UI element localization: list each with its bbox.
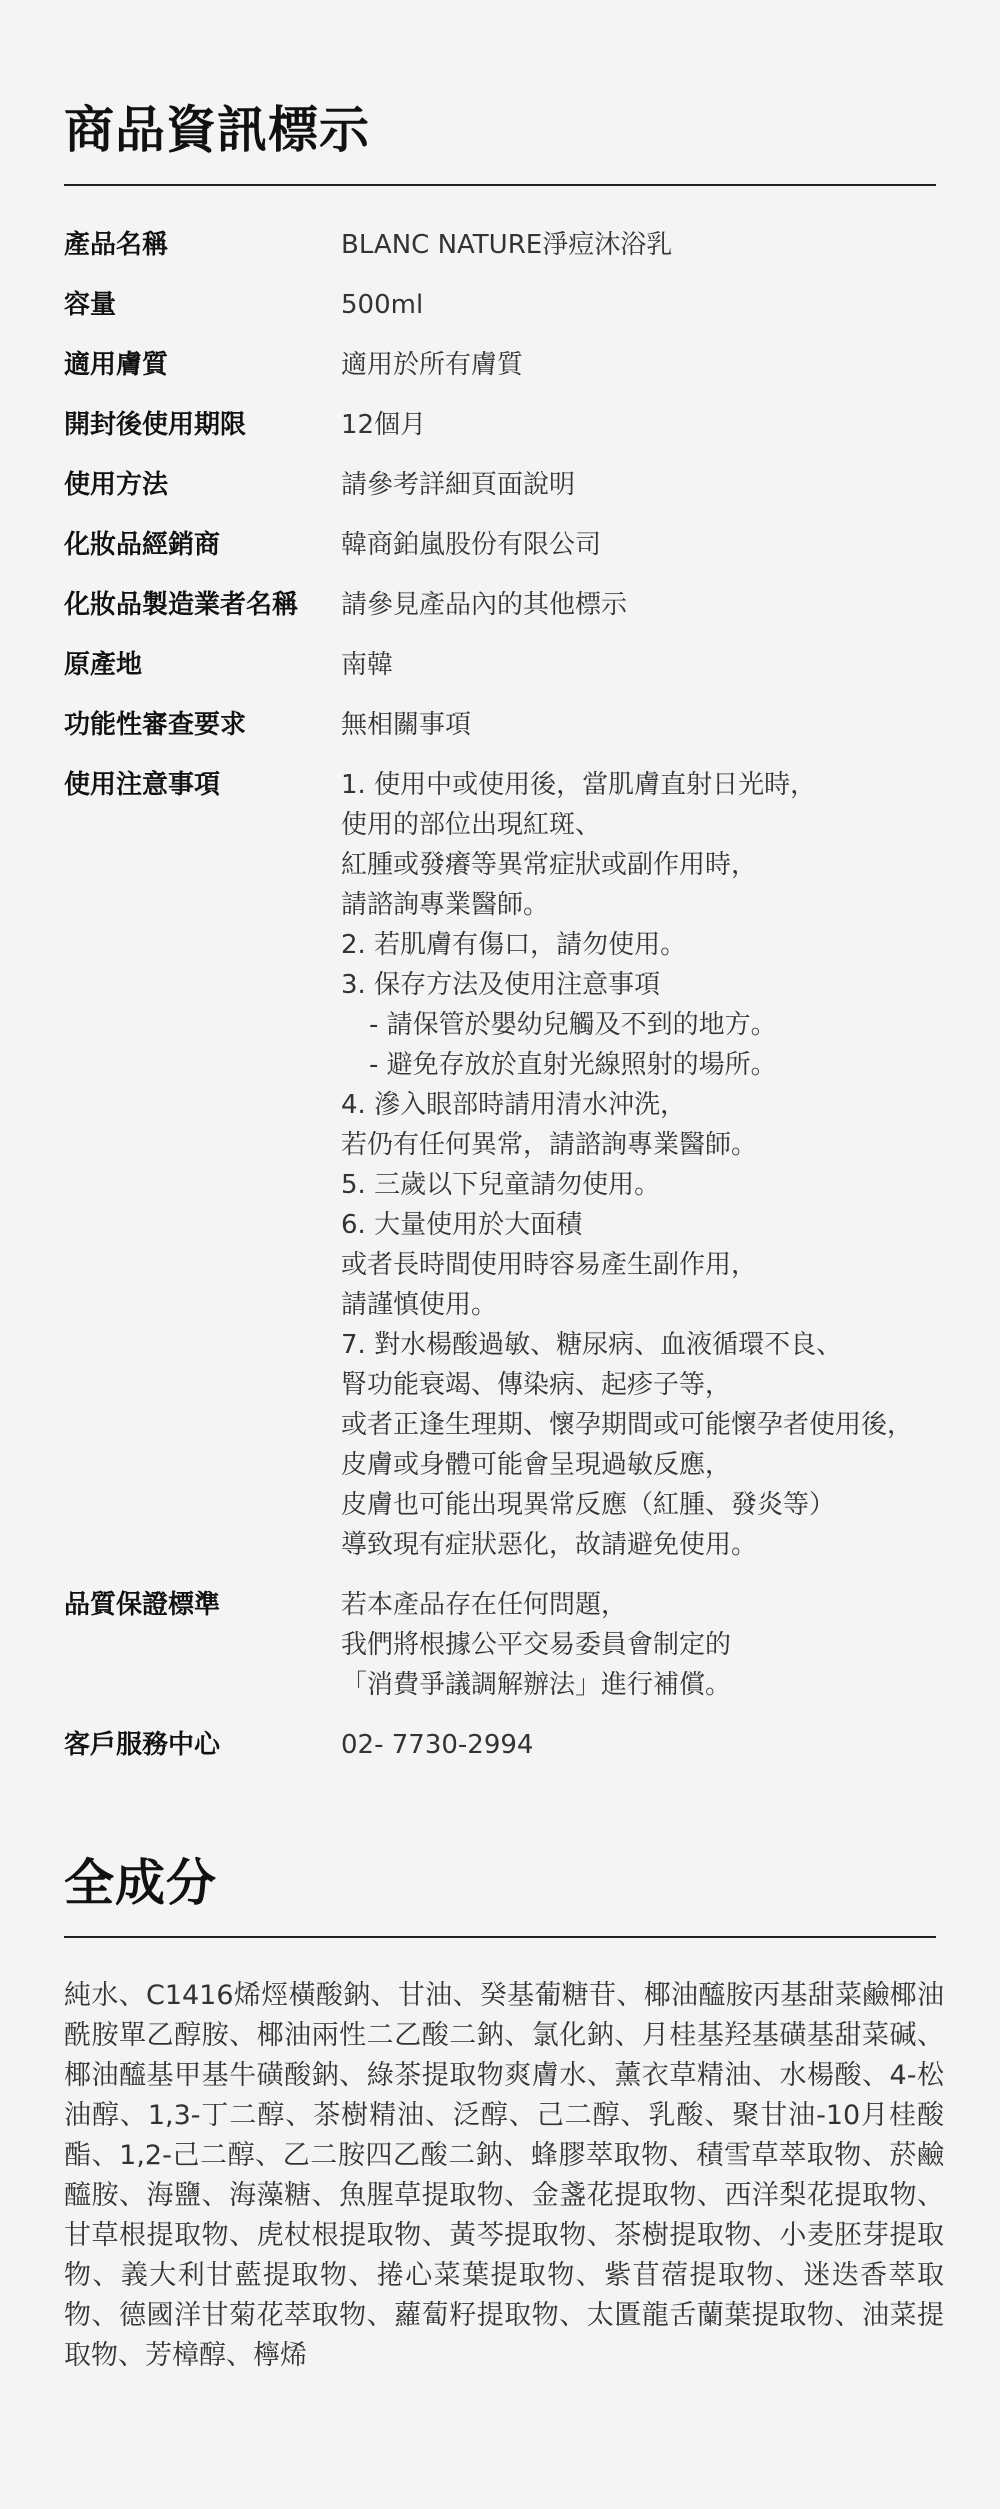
info-row-value-line: 請諮詢專業醫師。 bbox=[341, 890, 550, 920]
info-row bbox=[64, 525, 944, 565]
info-row-label: 品質保證標準 bbox=[64, 1590, 221, 1620]
info-row-value-line: 02- 7730-2994 bbox=[341, 1730, 534, 1760]
info-row-value-line: 韓商鉑嵐股份有限公司 bbox=[341, 530, 602, 560]
info-row-value-line: 無相關事項 bbox=[341, 710, 472, 740]
info-row-value bbox=[341, 225, 944, 265]
info-row-value-line: 紅腫或發癢等異常症狀或副作用時， bbox=[341, 850, 758, 880]
info-row-value bbox=[341, 345, 944, 385]
info-row bbox=[64, 645, 944, 685]
info-row-value-line: 2. 若肌膚有傷口，請勿使用。 bbox=[341, 930, 687, 960]
info-row-value bbox=[341, 1585, 944, 1705]
info-row bbox=[64, 465, 944, 505]
info-row bbox=[64, 285, 944, 325]
ingredients-divider bbox=[64, 1936, 936, 1938]
info-row-value-line: 請謹慎使用。 bbox=[341, 1290, 498, 1320]
info-row-value-line: 3. 保存方法及使用注意事項 bbox=[341, 970, 661, 1000]
title-divider bbox=[64, 184, 936, 186]
info-row-value-line: 皮膚也可能出現異常反應（紅腫、發炎等） bbox=[341, 1490, 836, 1520]
info-row-value-line: 4. 滲入眼部時請用清水沖洗， bbox=[341, 1090, 687, 1120]
info-row-value bbox=[341, 645, 944, 685]
info-row-value-line: 7. 對水楊酸過敏、糖尿病、血液循環不良、 bbox=[341, 1330, 843, 1360]
info-row-value-line: - 請保管於嬰幼兒觸及不到的地方。 bbox=[369, 1010, 777, 1040]
info-row bbox=[64, 225, 944, 265]
info-row-value-line: 「消費爭議調解辦法」進行補償。 bbox=[341, 1670, 732, 1700]
info-row bbox=[64, 585, 944, 625]
info-row-value-line: 請參考詳細頁面說明 bbox=[341, 470, 576, 500]
info-row-value-line: BLANC NATURE淨痘沐浴乳 bbox=[341, 230, 673, 260]
info-row bbox=[64, 405, 944, 445]
info-row-value-line: 我們將根據公平交易委員會制定的 bbox=[341, 1630, 732, 1660]
info-row-value-line: 或者正逢生理期、懷孕期間或可能懷孕者使用後， bbox=[341, 1410, 914, 1440]
ingredients-title: 全成分 bbox=[64, 1854, 217, 1912]
info-row-value-line: 或者長時間使用時容易產生副作用， bbox=[341, 1250, 758, 1280]
info-row-value bbox=[341, 285, 944, 325]
info-row-value-line: 請參見產品內的其他標示 bbox=[341, 590, 628, 620]
info-row-label: 原產地 bbox=[64, 650, 143, 680]
info-row-value-line: 若仍有任何異常，請諮詢專業醫師。 bbox=[341, 1130, 758, 1160]
product-info-table bbox=[64, 225, 944, 1765]
info-row-value-line: 500ml bbox=[341, 290, 424, 320]
info-row-label: 容量 bbox=[64, 290, 117, 320]
info-row-value-line: 5. 三歲以下兒童請勿使用。 bbox=[341, 1170, 661, 1200]
info-row-value bbox=[341, 405, 944, 445]
ingredients-text: 純水、C1416烯烴橫酸鈉、甘油、癸基葡糖苷、椰油醯胺丙基甜菜鹼椰油酰胺單乙醇胺、椰油兩性二乙酸二鈉、氯化鈉、月桂基羟基磺基甜菜碱、椰油醯基甲基牛磺酸鈉、綠茶提取物爽膚水、薰衣草精油、水楊酸、4-松油醇、1,3-丁二醇、茶樹精油、泛醇、己二醇、乳酸、聚甘油-10月桂酸酯、1,2-己二醇、乙二胺四乙酸二鈉、蜂膠萃取物、積雪草萃取物、菸鹼醯胺、海鹽、海藻糖、魚腥草提取物、金盞花提取物、西洋梨花提取物、甘草根提取物、虎杖根提取物、黃芩提取物、茶樹提取物、小麦胚芽提取物、義大利甘藍提取物、捲心菜葉提取物、紫苜蓿提取物、迷迭香萃取物、德國洋甘菊花萃取物、蘿蔔籽提取物、太匱龍舌蘭葉提取物、油菜提取物、芳樟醇、檸烯 bbox=[64, 1980, 944, 2371]
info-row-label: 功能性審查要求 bbox=[64, 710, 247, 740]
info-row-value-line: 導致現有症狀惡化，故請避免使用。 bbox=[341, 1530, 758, 1560]
info-row bbox=[64, 1725, 944, 1765]
info-row-label: 使用方法 bbox=[64, 470, 169, 500]
info-row-label: 開封後使用期限 bbox=[64, 410, 247, 440]
info-row-label: 使用注意事項 bbox=[64, 770, 221, 800]
info-row bbox=[64, 705, 944, 745]
info-row-value bbox=[341, 1725, 944, 1765]
info-row-label: 化妝品製造業者名稱 bbox=[64, 590, 299, 620]
info-row-value-line: 南韓 bbox=[341, 650, 394, 680]
info-row bbox=[64, 1585, 944, 1705]
info-row-value-line: 若本產品存在任何問題， bbox=[341, 1590, 628, 1620]
info-row-label: 產品名稱 bbox=[64, 230, 169, 260]
info-row-value-line: 12個月 bbox=[341, 410, 427, 440]
info-row-label: 化妝品經銷商 bbox=[64, 530, 221, 560]
info-row-value bbox=[341, 705, 944, 745]
info-row bbox=[64, 345, 944, 385]
info-row-value bbox=[341, 765, 944, 1565]
product-info-title: 商品資訊標示 bbox=[64, 101, 370, 159]
info-row-value-line: 腎功能衰竭、傳染病、起疹子等， bbox=[341, 1370, 732, 1400]
info-row-value bbox=[341, 525, 944, 565]
info-row-value-line: - 避免存放於直射光線照射的場所。 bbox=[369, 1050, 777, 1080]
info-row-value-line: 皮膚或身體可能會呈現過敏反應， bbox=[341, 1450, 732, 1480]
info-row-value-line: 1. 使用中或使用後，當肌膚直射日光時， bbox=[341, 770, 817, 800]
info-row-label: 適用膚質 bbox=[64, 350, 169, 380]
info-row bbox=[64, 765, 944, 1565]
info-row-value bbox=[341, 585, 944, 625]
info-row-label: 客戶服務中心 bbox=[64, 1730, 221, 1760]
info-row-value bbox=[341, 465, 944, 505]
info-row-value-line: 使用的部位出現紅斑、 bbox=[341, 810, 602, 840]
info-row-value-line: 適用於所有膚質 bbox=[341, 350, 524, 380]
info-row-value-line: 6. 大量使用於大面積 bbox=[341, 1210, 583, 1240]
